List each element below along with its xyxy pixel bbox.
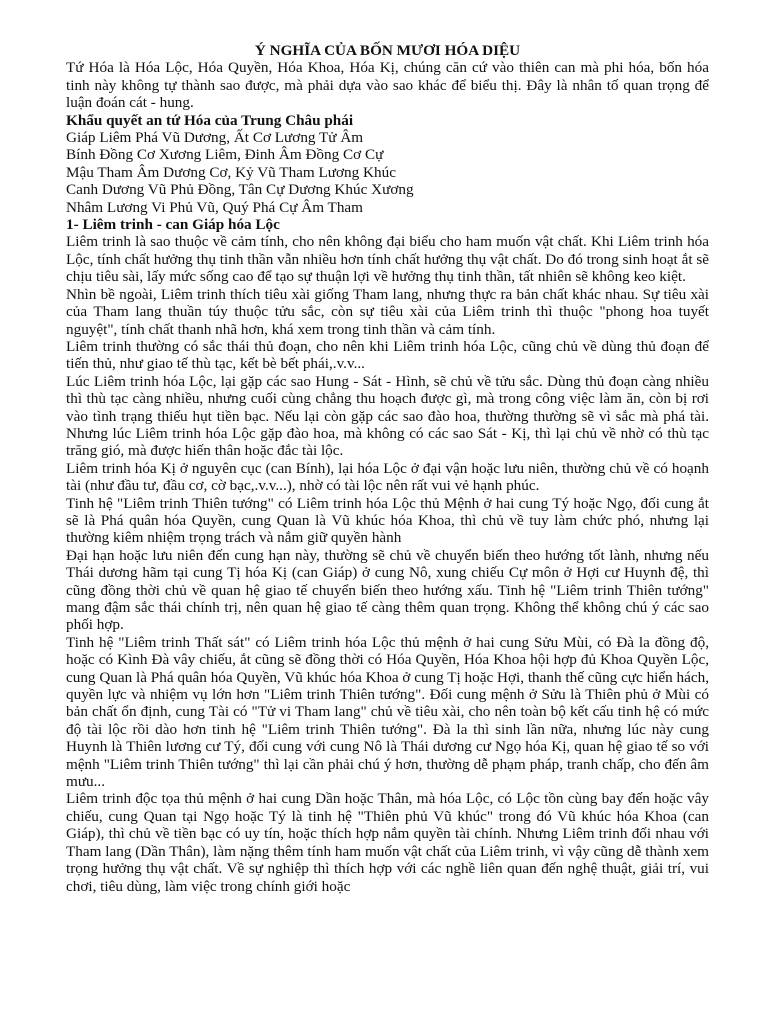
body-paragraph: Liêm trinh hóa Kị ở nguyên cục (can Bính), lại hóa Lộc ở đại vận hoặc lưu niên, thường chủ về có hoạnh tài (như đầu tư, đầu cơ, cờ bạc,.v.v...), nhờ có tài lộc nên rất vui vẻ hạnh phúc. [66, 459, 709, 495]
body-paragraph: Tinh hệ "Liêm trinh Thất sát" có Liêm trinh hóa Lộc thủ mệnh ở hai cung Sửu Mùi, có Đà la đồng độ, hoặc có Kình Đà vây chiếu, ắt cũng sẽ đồng thời có Hóa Quyền, Hóa Khoa hội hợp đủ Khoa Quyền Lộc, cung Quan là Phá quân hóa Quyền, Vũ khúc hóa Khoa ở cung Tị hoặc Hợi, thanh thế cũng cực hiển hách, quyền lực và nhiệm vụ lớn hơn "Liêm trinh Thiên tướng". Đối cung mệnh ở Sửu là Thiên phủ ở Mùi có bản chất ổn định, cung Tài có "Tử vi Tham lang" chủ về tiêu xài, cho nên toàn bộ kết cấu tinh hệ có mức độ tài lộc rồi dào hơn tinh hệ "Liêm trinh Thiên tướng". Đà la thì sinh lần nữa, nhưng lúc này cung Huynh là Thiên lương cư Tý, đối cung với cung Nô là Thái dương cư Ngọ hóa Kị, quan hệ giao tế so với mệnh "Liêm trinh Thiên tướng" thì lại cần phải chú ý hơn, thường dễ phạm pháp, tranh chấp, cho đến âm mưu... [66, 633, 709, 791]
intro-paragraph: Tứ Hóa là Hóa Lộc, Hóa Quyền, Hóa Khoa, Hóa Kị, chúng căn cứ vào thiên can mà phi hóa, bốn hóa tinh này không tự thành sao được, mà phải dựa vào sao khác để biểu thị. Đây là nhân tố quan trọng để luận đoán cát - hung. [66, 59, 709, 112]
body-paragraph: Lúc Liêm trinh hóa Lộc, lại gặp các sao Hung - Sát - Hình, sẽ chủ về tửu sắc. Dùng thủ đoạn càng nhiều thì thù tạc càng nhiều, nhưng cuối cùng chẳng thu hoạch được gì, mà trong công việc làm ăn, còn bị rơi vào tình trạng thiếu hụt tiền bạc. Nếu lại còn gặp các sao đào hoa, thường thường sẽ vì sắc mà phá tài. Nhưng lúc Liêm trinh hóa Lộc gặp đào hoa, mà không có các sao Sát - Kị, thì lại chủ về nhờ có thù tạc trăng gió, mà được hiến thân hoặc đắc tài lộc. [66, 372, 709, 460]
mnemonic-line: Nhâm Lương Vi Phủ Vũ, Quý Phá Cự Âm Tham [66, 198, 363, 216]
document-page [66, 42, 709, 895]
mnemonic-line: Giáp Liêm Phá Vũ Dương, Ất Cơ Lương Tử Âm [66, 129, 364, 147]
mnemonic-heading: Khẩu quyết an tứ Hóa của Trung Châu phái [66, 111, 354, 129]
body-paragraph: Liêm trinh là sao thuộc về cảm tính, cho nên không đại biểu cho ham muốn vật chất. Khi Liêm trinh hóa Lộc, tính chất hưởng thụ tinh thần vẫn nhiều hơn tính chất hưởng thụ vật chất. Do đó trong sinh hoạt ắt sẽ chịu tiêu sài, lấy mức sống cao để tạo sự thuận lợi về hưởng thụ tinh thần, tất nhiên sẽ không keo kiệt. [66, 233, 709, 286]
mnemonic-line: Canh Dương Vũ Phủ Đồng, Tân Cự Dương Khúc Xương [66, 181, 414, 199]
mnemonic-line: Bính Đồng Cơ Xương Liêm, Đinh Âm Đồng Cơ Cự [66, 146, 384, 164]
mnemonic-line: Mậu Tham Âm Dương Cơ, Kỷ Vũ Tham Lương Khúc [66, 163, 396, 181]
body-paragraph: Liêm trinh thường có sắc thái thủ đoạn, cho nên khi Liêm trinh hóa Lộc, cũng chủ về dùng thủ đoạn để tiến thủ, như giao tế thù tạc, kết bè bết phái,.v.v... [66, 337, 709, 373]
body-paragraph: Liêm trinh độc tọa thủ mệnh ở hai cung Dần hoặc Thân, mà hóa Lộc, có Lộc tồn cùng bay đến hoặc vây chiếu, cung Quan tại Ngọ hoặc Tý là tinh hệ "Thiên phủ Vũ khúc" trong đó Vũ khúc hóa Khoa (can Giáp), thì chủ về tiền bạc có uy tín, hoặc thích hợp nắm quyền tài chính. Nhưng Liêm trinh đối nhau với Tham lang (Dần Thân), làm nặng thêm tính ham muốn vật chất của Liêm trinh, vì vậy cũng dễ thành xem trọng hưởng thụ vật chất. Về sự nghiệp thì thích hợp với các nghề liên quan đến nghệ thuật, giải trí, vui chơi, tiêu dùng, làm việc trong chính giới hoặc [66, 790, 709, 895]
body-paragraph: Tinh hệ "Liêm trinh Thiên tướng" có Liêm trinh hóa Lộc thủ Mệnh ở hai cung Tý hoặc Ngọ, đối cung ắt sẽ là Phá quân hóa Quyền, cung Quan là Vũ khúc hóa Khoa, thì chủ về tuy làm chức phó, nhưng lại thường kiêm nhiệm trọng trách và nắm giữ quyền hành [66, 494, 709, 547]
section-heading: 1- Liêm trinh - can Giáp hóa Lộc [66, 216, 280, 234]
body-paragraph: Nhìn bề ngoài, Liêm trinh thích tiêu xài giống Tham lang, nhưng thực ra bản chất khác nhau. Sự tiêu xài của Tham lang thuần túy thuộc tửu sắc, còn sự tiêu xài của Liêm trinh thì thuộc "phong hoa tuyết nguyệt", tính chất thanh nhã hơn, khá xem trong tinh thần và cảm tính. [66, 285, 709, 338]
document-title: Ý NGHĨA CỦA BỐN MƯƠI HÓA DIỆU [254, 42, 521, 59]
body-paragraph: Đại hạn hoặc lưu niên đến cung hạn này, thường sẽ chủ về chuyển biến theo hướng tốt lành, nhưng nếu Thái dương hãm tại cung Tị hóa Kị (can Giáp) ở cung Nô, xung chiếu Cự môn ở Hợi cư Huynh đệ, thì cũng đồng thời chủ về quan hệ giao tế chuyển biến theo hướng xấu. Tinh hệ "Liêm trinh Thiên tướng" mang đậm sắc thái chính trị, nên quan hệ giao tế càng thêm quan trọng. Không thể không chú ý các sao phối hợp. [66, 546, 709, 634]
